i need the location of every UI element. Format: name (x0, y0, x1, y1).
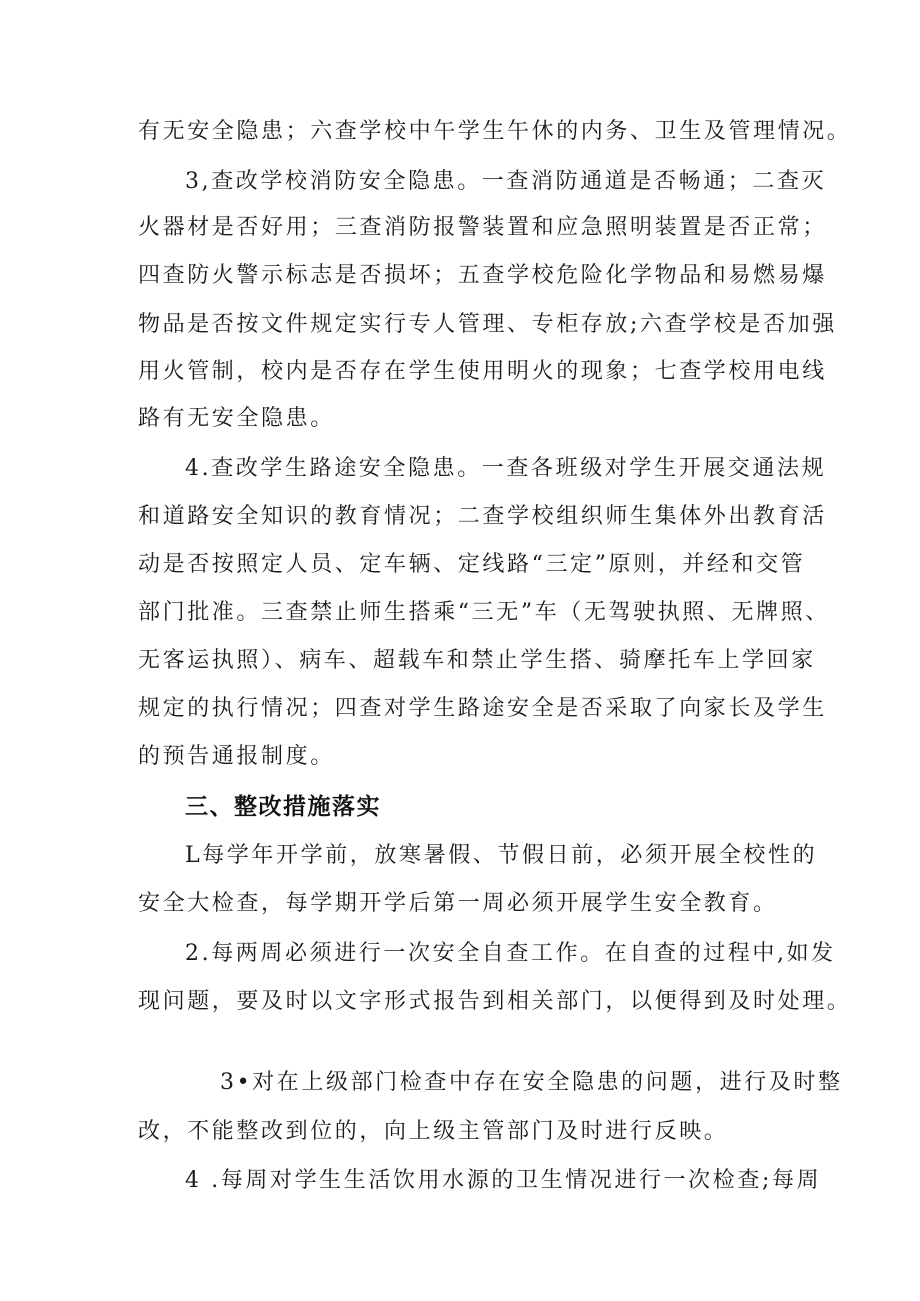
body-text-line: 规定的执行情况；四查对学生路途安全是否采取了向家长及学生 (138, 696, 827, 721)
body-text-line: 4 .每周对学生生活饮用水源的卫生情况进行一次检查;每周 (185, 1168, 822, 1193)
body-text-line: L每学年开学前，放寒暑假、节假日前，必须开展全校性的 (185, 843, 818, 868)
body-text-line: 的预告通报制度。 (138, 744, 335, 769)
section-heading: 三、整改措施落实 (185, 794, 381, 820)
body-text-line: 有无安全隐患；六查学校中午学生午休的内务、卫生及管理情况。 (138, 119, 852, 144)
body-text-line: 用火管制，校内是否存在学生使用明火的现象；七查学校用电线 (138, 359, 827, 384)
body-text-line: 物品是否按文件规定实行专人管理、专柜存放;六查学校是否加强 (138, 312, 837, 337)
body-text-line: 3,查改学校消防安全隐患。一查消防通道是否畅通；二查灭 (185, 169, 827, 194)
body-text-line: 和道路安全知识的教育情况；二查学校组织师生集体外出教育活 (138, 504, 827, 529)
body-text-line: 2.每两周必须进行一次安全自查工作。在自查的过程中,如发 (185, 941, 836, 966)
body-text-line: 现问题，要及时以文字形式报告到相关部门，以便得到及时处理。 (138, 989, 852, 1014)
body-text-line: 部门批准。三查禁止师生搭乘“三无”车（无驾驶执照、无牌照、 (138, 600, 830, 625)
body-text-line: 3•对在上级部门检查中存在安全隐患的问题，进行及时整 (220, 1070, 843, 1095)
body-text-line: 改，不能整改到位的，向上级主管部门及时进行反映。 (138, 1119, 729, 1144)
body-text-line: 路有无安全隐患。 (138, 406, 335, 431)
body-text-line: 无客运执照）、病车、超载车和禁止学生搭、骑摩托车上学回家 (138, 648, 816, 673)
body-text-line: 四查防火警示标志是否损坏；五查学校危险化学物品和易燃易爆 (138, 263, 827, 288)
body-text-line: 火器材是否好用；三查消防报警装置和应急照明装置是否正常； (138, 215, 827, 240)
body-text-line: 安全大检查，每学期开学后第一周必须开展学生安全教育。 (138, 891, 778, 916)
body-text-line: 4.查改学生路途安全隐患。一查各班级对学生开展交通法规 (185, 456, 827, 481)
body-text-line: 动是否按照定人员、定车辆、定线路“三定”原则，并经和交管 (138, 552, 806, 577)
